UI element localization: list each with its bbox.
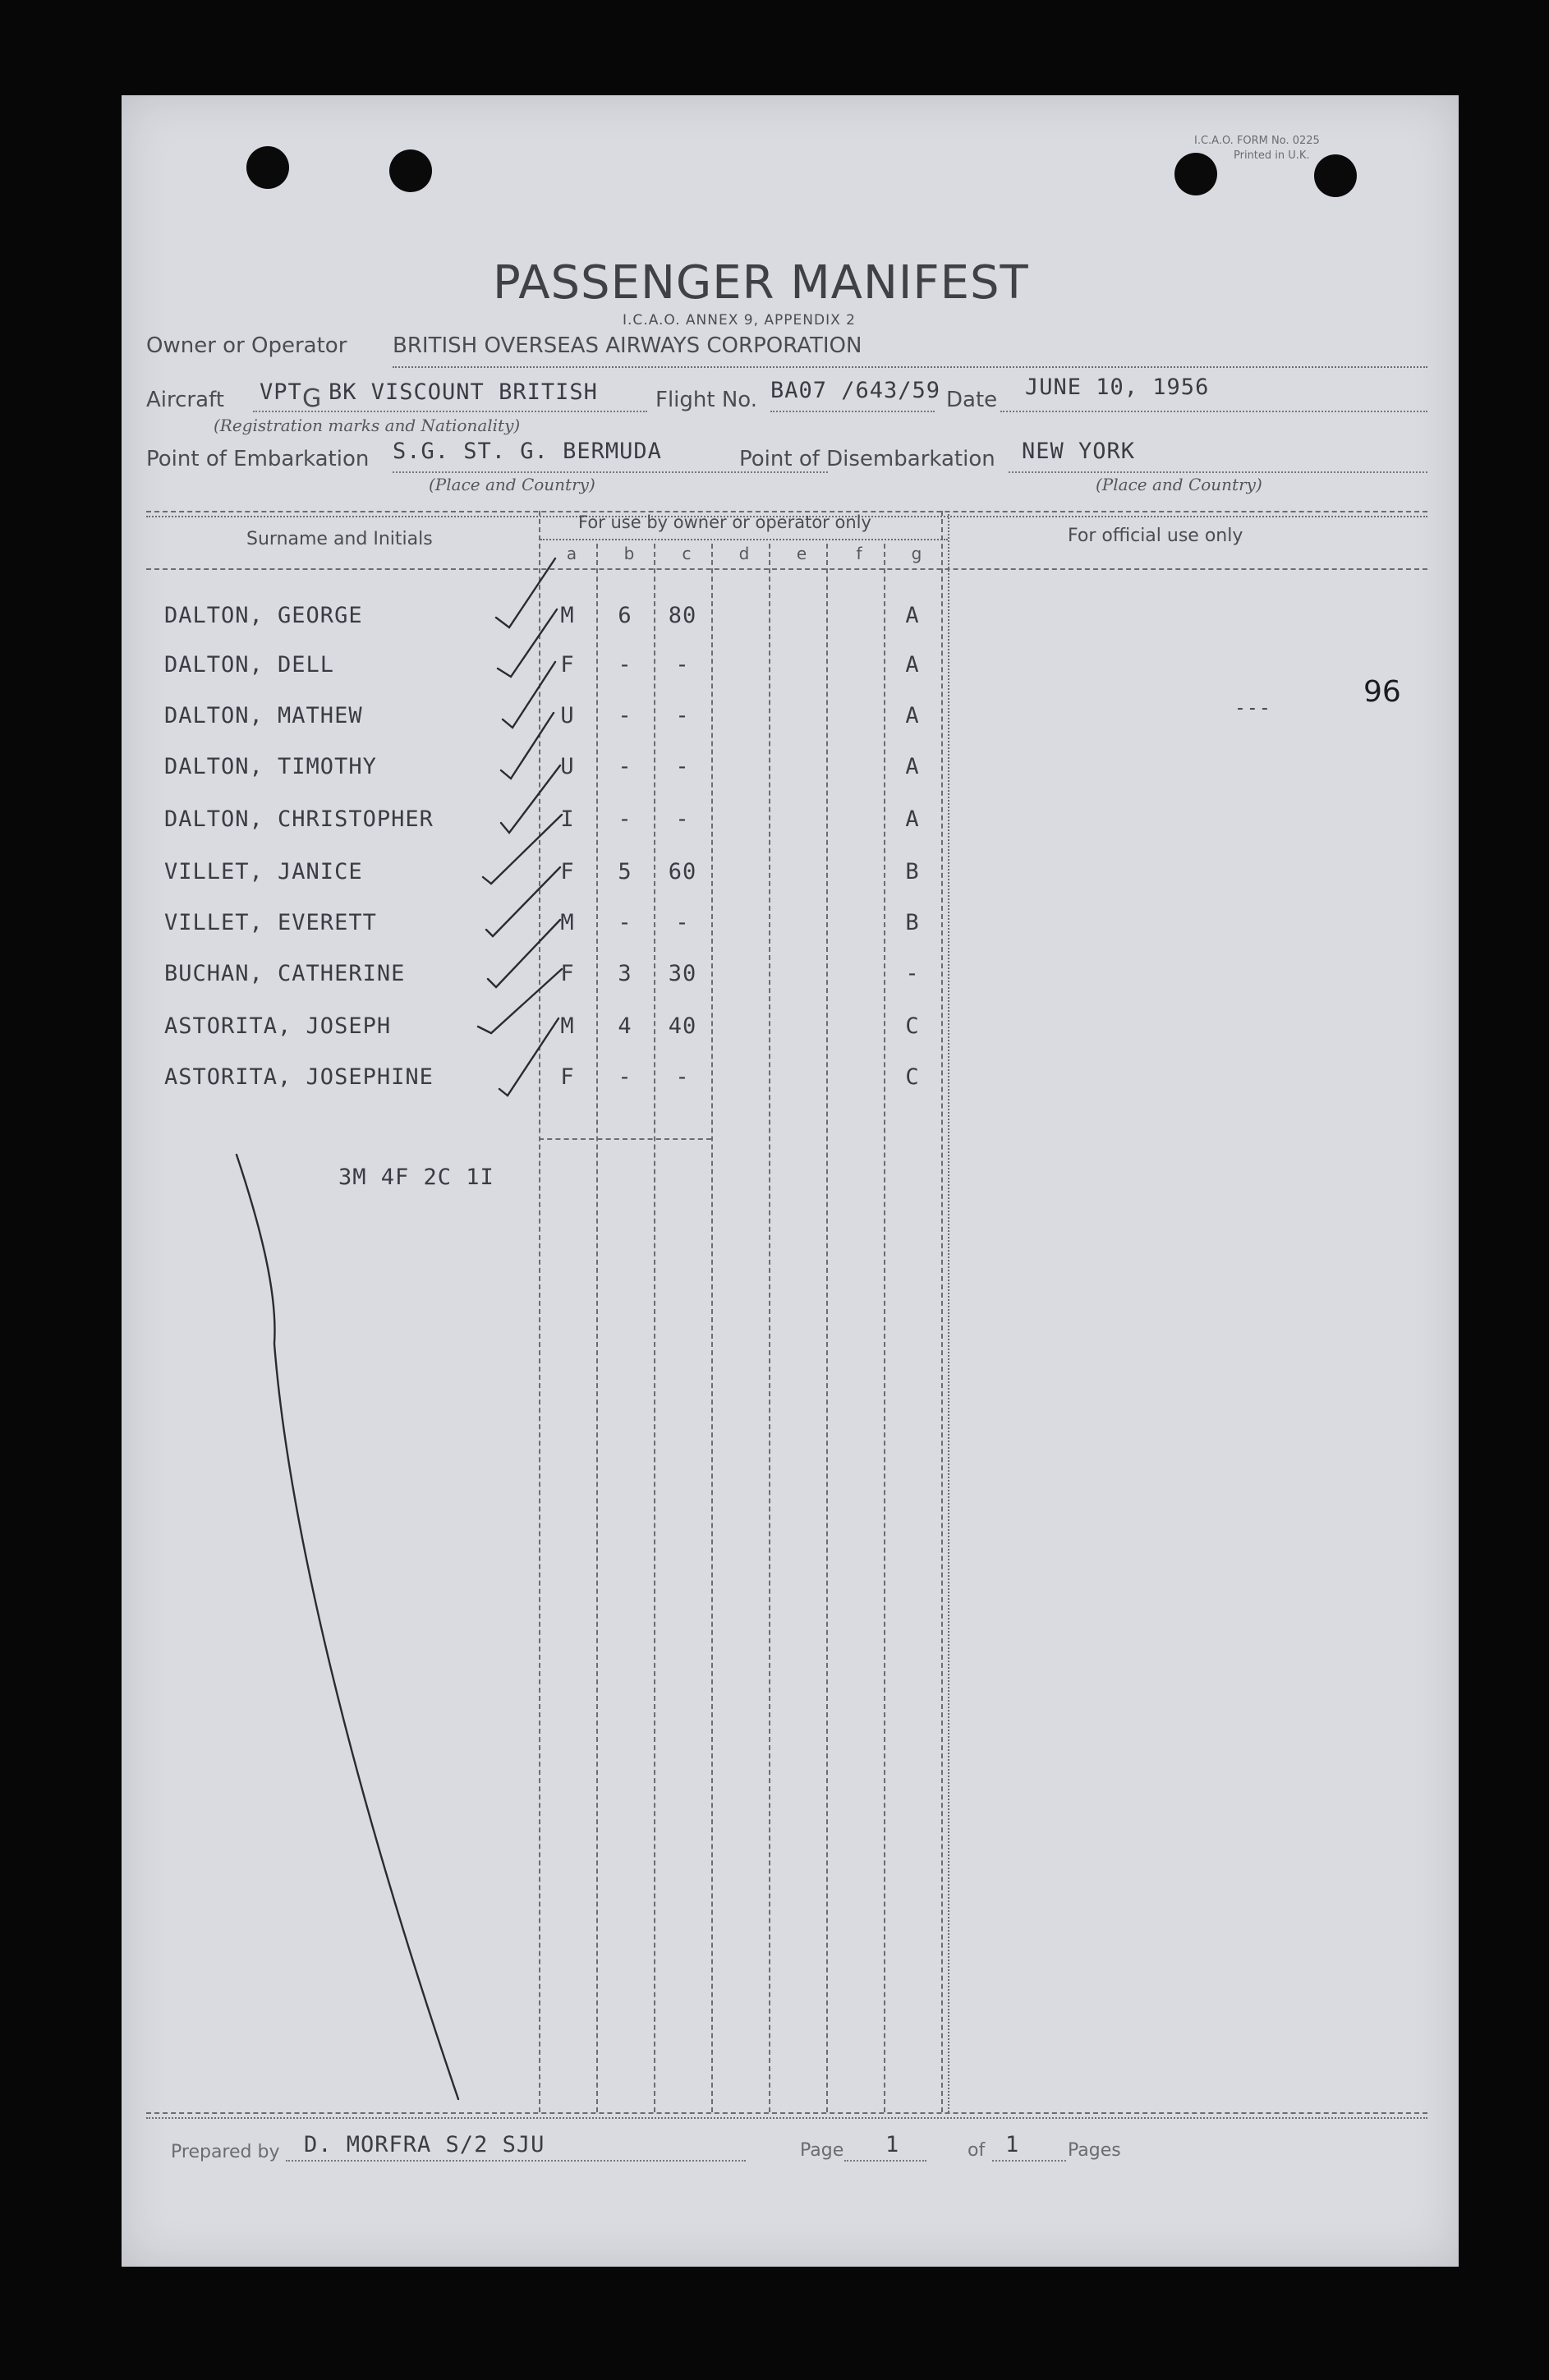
cell-c: - [675, 754, 690, 779]
manifest-sheet [122, 95, 1459, 2267]
cell-c: - [675, 806, 690, 832]
cell-b: - [618, 910, 632, 935]
date-label: Date [946, 388, 998, 412]
page-number: 1 [885, 2132, 900, 2157]
manifest-title: PASSENGER MANIFEST [493, 256, 1029, 310]
aircraft-registration: VPT [260, 379, 302, 405]
column-e-header: e [796, 544, 807, 563]
embarkation-value: S.G. ST. G. BERMUDA [393, 439, 662, 464]
column-a-header: a [566, 544, 577, 563]
embarkation-label: Point of Embarkation [146, 447, 370, 471]
passenger-name: DALTON, DELL [164, 652, 335, 678]
column-f-header: f [856, 544, 862, 563]
printed-in: Printed in U.K. [1234, 149, 1310, 162]
disembarkation-value: NEW YORK [1022, 439, 1136, 464]
column-c-header: c [682, 544, 692, 563]
cell-b: - [618, 806, 632, 832]
aircraft-caption: (Registration marks and Nationality) [214, 416, 521, 435]
cell-c: 30 [668, 961, 697, 986]
owner-value: BRITISH OVERSEAS AIRWAYS CORPORATION [393, 333, 862, 358]
official-use-header: For official use only [1068, 526, 1243, 546]
cell-a: F [560, 652, 575, 678]
aircraft-nationality-letter: G [302, 384, 322, 413]
cell-a: M [560, 910, 575, 935]
total-pages: 1 [1005, 2132, 1020, 2157]
cell-a: F [560, 1064, 575, 1090]
cell-c: 80 [668, 603, 697, 628]
cell-g: A [905, 806, 920, 832]
cell-c: 60 [668, 859, 697, 884]
handwritten-checkmarks [122, 95, 1459, 2267]
owner-label: Owner or Operator [146, 333, 347, 358]
flight-label: Flight No. [655, 388, 758, 412]
cell-g: B [905, 910, 920, 935]
page-label: Page [800, 2140, 844, 2161]
passenger-name: DALTON, MATHEW [164, 703, 363, 728]
column-b-header: b [623, 544, 635, 563]
owner-use-header: For use by owner or operator only [578, 512, 871, 532]
passenger-name: DALTON, TIMOTHY [164, 754, 377, 779]
flight-date: JUNE 10, 1956 [1025, 374, 1210, 400]
disembarkation-caption: (Place and Country) [1096, 475, 1262, 494]
cell-a: M [560, 1013, 575, 1039]
cell-g: C [905, 1013, 920, 1039]
aircraft-type: BK VISCOUNT BRITISH [329, 379, 598, 405]
cell-g: A [905, 652, 920, 678]
flight-number: BA07 /643/59 [770, 378, 941, 403]
cell-a: F [560, 961, 575, 986]
passenger-name: VILLET, EVERETT [164, 910, 377, 935]
embarkation-caption: (Place and Country) [429, 475, 595, 494]
cell-g: A [905, 703, 920, 728]
prepared-label: Prepared by [171, 2142, 280, 2162]
cell-b: - [618, 754, 632, 779]
cell-g: B [905, 859, 920, 884]
cell-c: 40 [668, 1013, 697, 1039]
cell-a: U [560, 703, 575, 728]
cell-g: A [905, 603, 920, 628]
passenger-name: VILLET, JANICE [164, 859, 363, 884]
column-d-header: d [738, 544, 750, 563]
cell-b: 5 [618, 859, 632, 884]
cell-a: F [560, 859, 575, 884]
cell-b: 4 [618, 1013, 632, 1039]
prepared-by: D. MORFRA S/2 SJU [304, 2132, 545, 2157]
disembarkation-label: Point of Disembarkation [739, 447, 995, 471]
cell-b: - [618, 703, 632, 728]
cell-c: - [675, 703, 690, 728]
cell-a: M [560, 603, 575, 628]
cell-c: - [675, 910, 690, 935]
cell-c: - [675, 652, 690, 678]
column-g-header: g [911, 544, 922, 563]
passenger-summary: 3M 4F 2C 1I [338, 1165, 494, 1190]
passenger-name: DALTON, CHRISTOPHER [164, 806, 434, 832]
manifest-subtitle: I.C.A.O. ANNEX 9, APPENDIX 2 [623, 312, 856, 329]
official-dash: - - - [1237, 698, 1268, 719]
aircraft-label: Aircraft [146, 388, 224, 412]
passenger-name: ASTORITA, JOSEPH [164, 1013, 392, 1039]
cell-a: U [560, 754, 575, 779]
cell-b: 6 [618, 603, 632, 628]
cell-b: - [618, 652, 632, 678]
official-note: 96 [1363, 675, 1401, 709]
pages-label: Pages [1068, 2140, 1121, 2161]
cell-b: 3 [618, 961, 632, 986]
surname-header: Surname and Initials [246, 529, 433, 549]
cell-g: A [905, 754, 920, 779]
cell-a: I [560, 806, 575, 832]
form-code: I.C.A.O. FORM No. 0225 [1194, 135, 1320, 147]
cell-g: C [905, 1064, 920, 1090]
cell-g: - [905, 961, 920, 986]
cell-c: - [675, 1064, 690, 1090]
passenger-name: ASTORITA, JOSEPHINE [164, 1064, 434, 1090]
of-label: of [968, 2140, 986, 2161]
passenger-name: BUCHAN, CATHERINE [164, 961, 406, 986]
cell-b: - [618, 1064, 632, 1090]
passenger-name: DALTON, GEORGE [164, 603, 363, 628]
